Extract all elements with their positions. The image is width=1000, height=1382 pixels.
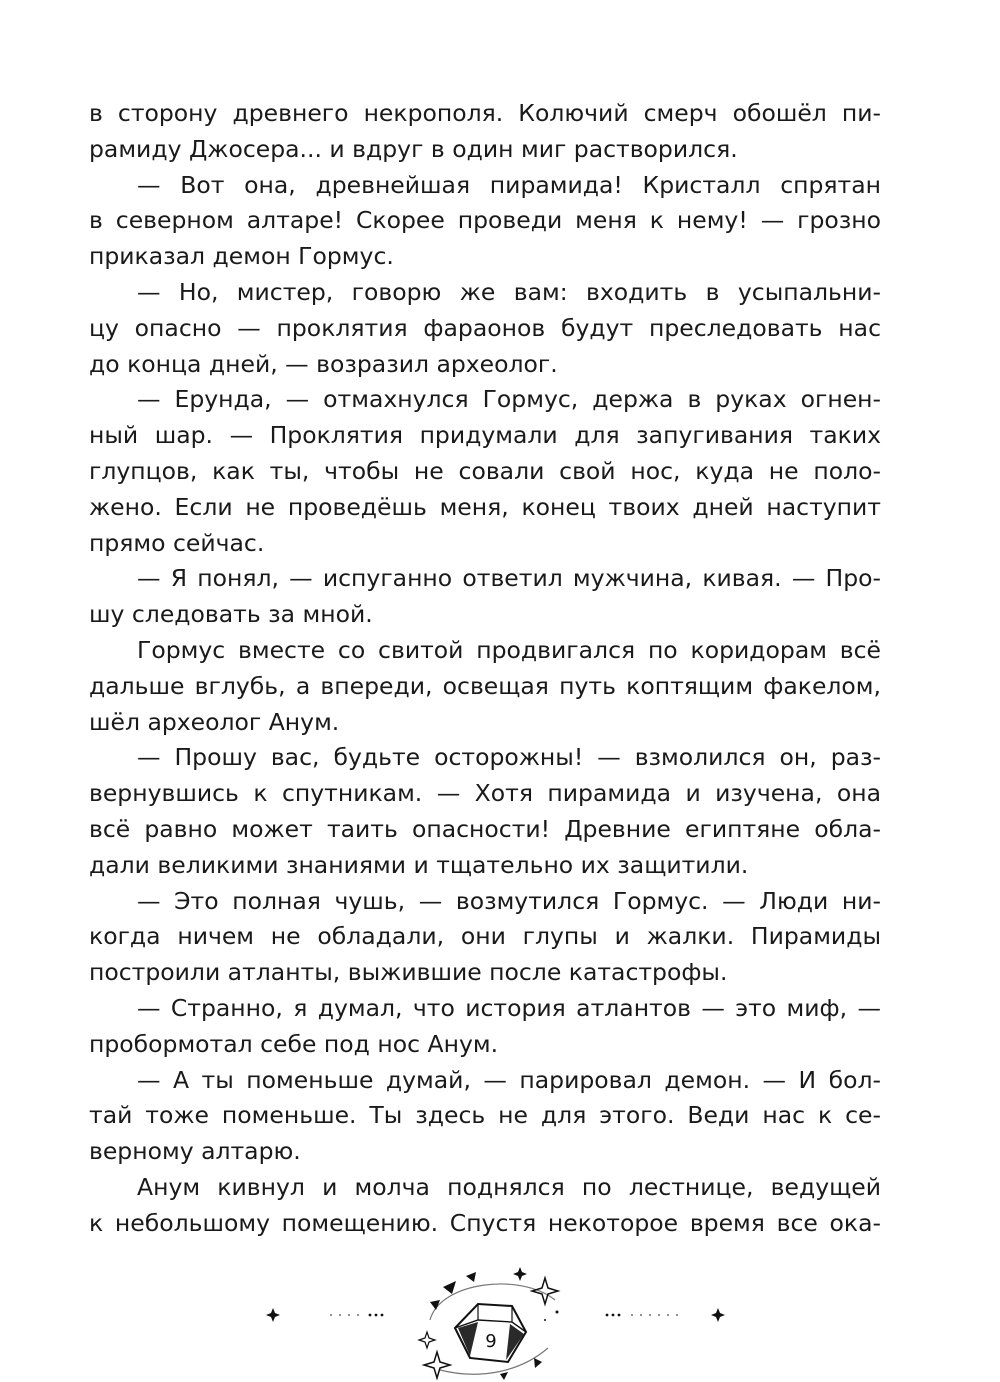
page-number: 9 <box>485 1331 497 1352</box>
text-line: — А ты поменьше думай, — парировал демон. — И бол- <box>137 1065 881 1094</box>
text-line: приказал демон Гормус. <box>89 242 394 271</box>
text-line: вернувшись к спутникам. — Хотя пирамида и изучена, она <box>89 779 881 808</box>
text-line: тай тоже поменьше. Ты здесь не для этого. Веди нас к се- <box>89 1101 881 1130</box>
text-line: всё равно может таить опасности! Древние египтяне обла- <box>89 814 881 843</box>
text-line: шу следовать за мной. <box>89 600 373 629</box>
text-line: дали великими знаниями и тщательно их защитили. <box>89 850 749 879</box>
text-line: — Я понял, — испуганно ответил мужчина, кивая. — Про- <box>137 564 881 593</box>
text-line: шёл археолог Анум. <box>89 707 340 736</box>
text-line: Анум кивнул и молча поднялся по лестнице, ведущей <box>137 1172 881 1201</box>
text-line: глупцов, как ты, чтобы не совали свой нос, куда не поло- <box>89 456 881 485</box>
body-text <box>89 96 881 1242</box>
crystal-ornament-icon <box>0 1262 1000 1382</box>
text-line: — Вот она, древнейшая пирамида! Кристалл спрятан <box>137 170 881 199</box>
text-line: Гормус вместе со свитой продвигался по коридорам всё <box>137 635 881 664</box>
text-line: — Прошу вас, будьте осторожны! — взмолился он, раз- <box>137 743 881 772</box>
text-line: когда ничем не обладали, они глупы и жалки. Пирамиды <box>89 922 881 951</box>
text-line: верному алтарю. <box>89 1137 301 1166</box>
text-line: ный шар. — Проклятия придумали для запугивания таких <box>89 421 881 450</box>
text-line: жено. Если не проведёшь меня, конец твоих дней наступит <box>89 492 881 521</box>
text-line: — Но, мистер, говорю же вам: входить в усыпальни- <box>137 277 881 306</box>
text-line: пробормотал себе под нос Анум. <box>89 1029 499 1058</box>
text-line: — Ерунда, — отмахнулся Гормус, держа в руках огнен- <box>137 385 881 414</box>
text-line: построили атланты, выжившие после катастрофы. <box>89 958 728 987</box>
text-line: рамиду Джосера... и вдруг в один миг растворился. <box>89 134 738 163</box>
page-footer-ornament <box>0 1262 1000 1382</box>
text-line: в северном алтаре! Скорее проведи меня к нему! — грозно <box>89 206 881 235</box>
text-line: к небольшому помещению. Спустя некоторое время все ока- <box>89 1208 881 1237</box>
text-line: в сторону древнего некрополя. Колючий смерч обошёл пи- <box>89 99 881 127</box>
text-line: — Это полная чушь, — возмутился Гормус. — Люди ни- <box>137 886 881 915</box>
text-line: прямо сейчас. <box>89 528 265 557</box>
text-line: дальше вглубь, а впереди, освещая путь коптящим факелом, <box>89 671 881 700</box>
text-line: — Странно, я думал, что история атлантов — это миф, — <box>137 993 881 1022</box>
text-line: цу опасно — проклятия фараонов будут преследовать нас <box>89 313 881 342</box>
text-line: до конца дней, — возразил археолог. <box>89 349 558 378</box>
